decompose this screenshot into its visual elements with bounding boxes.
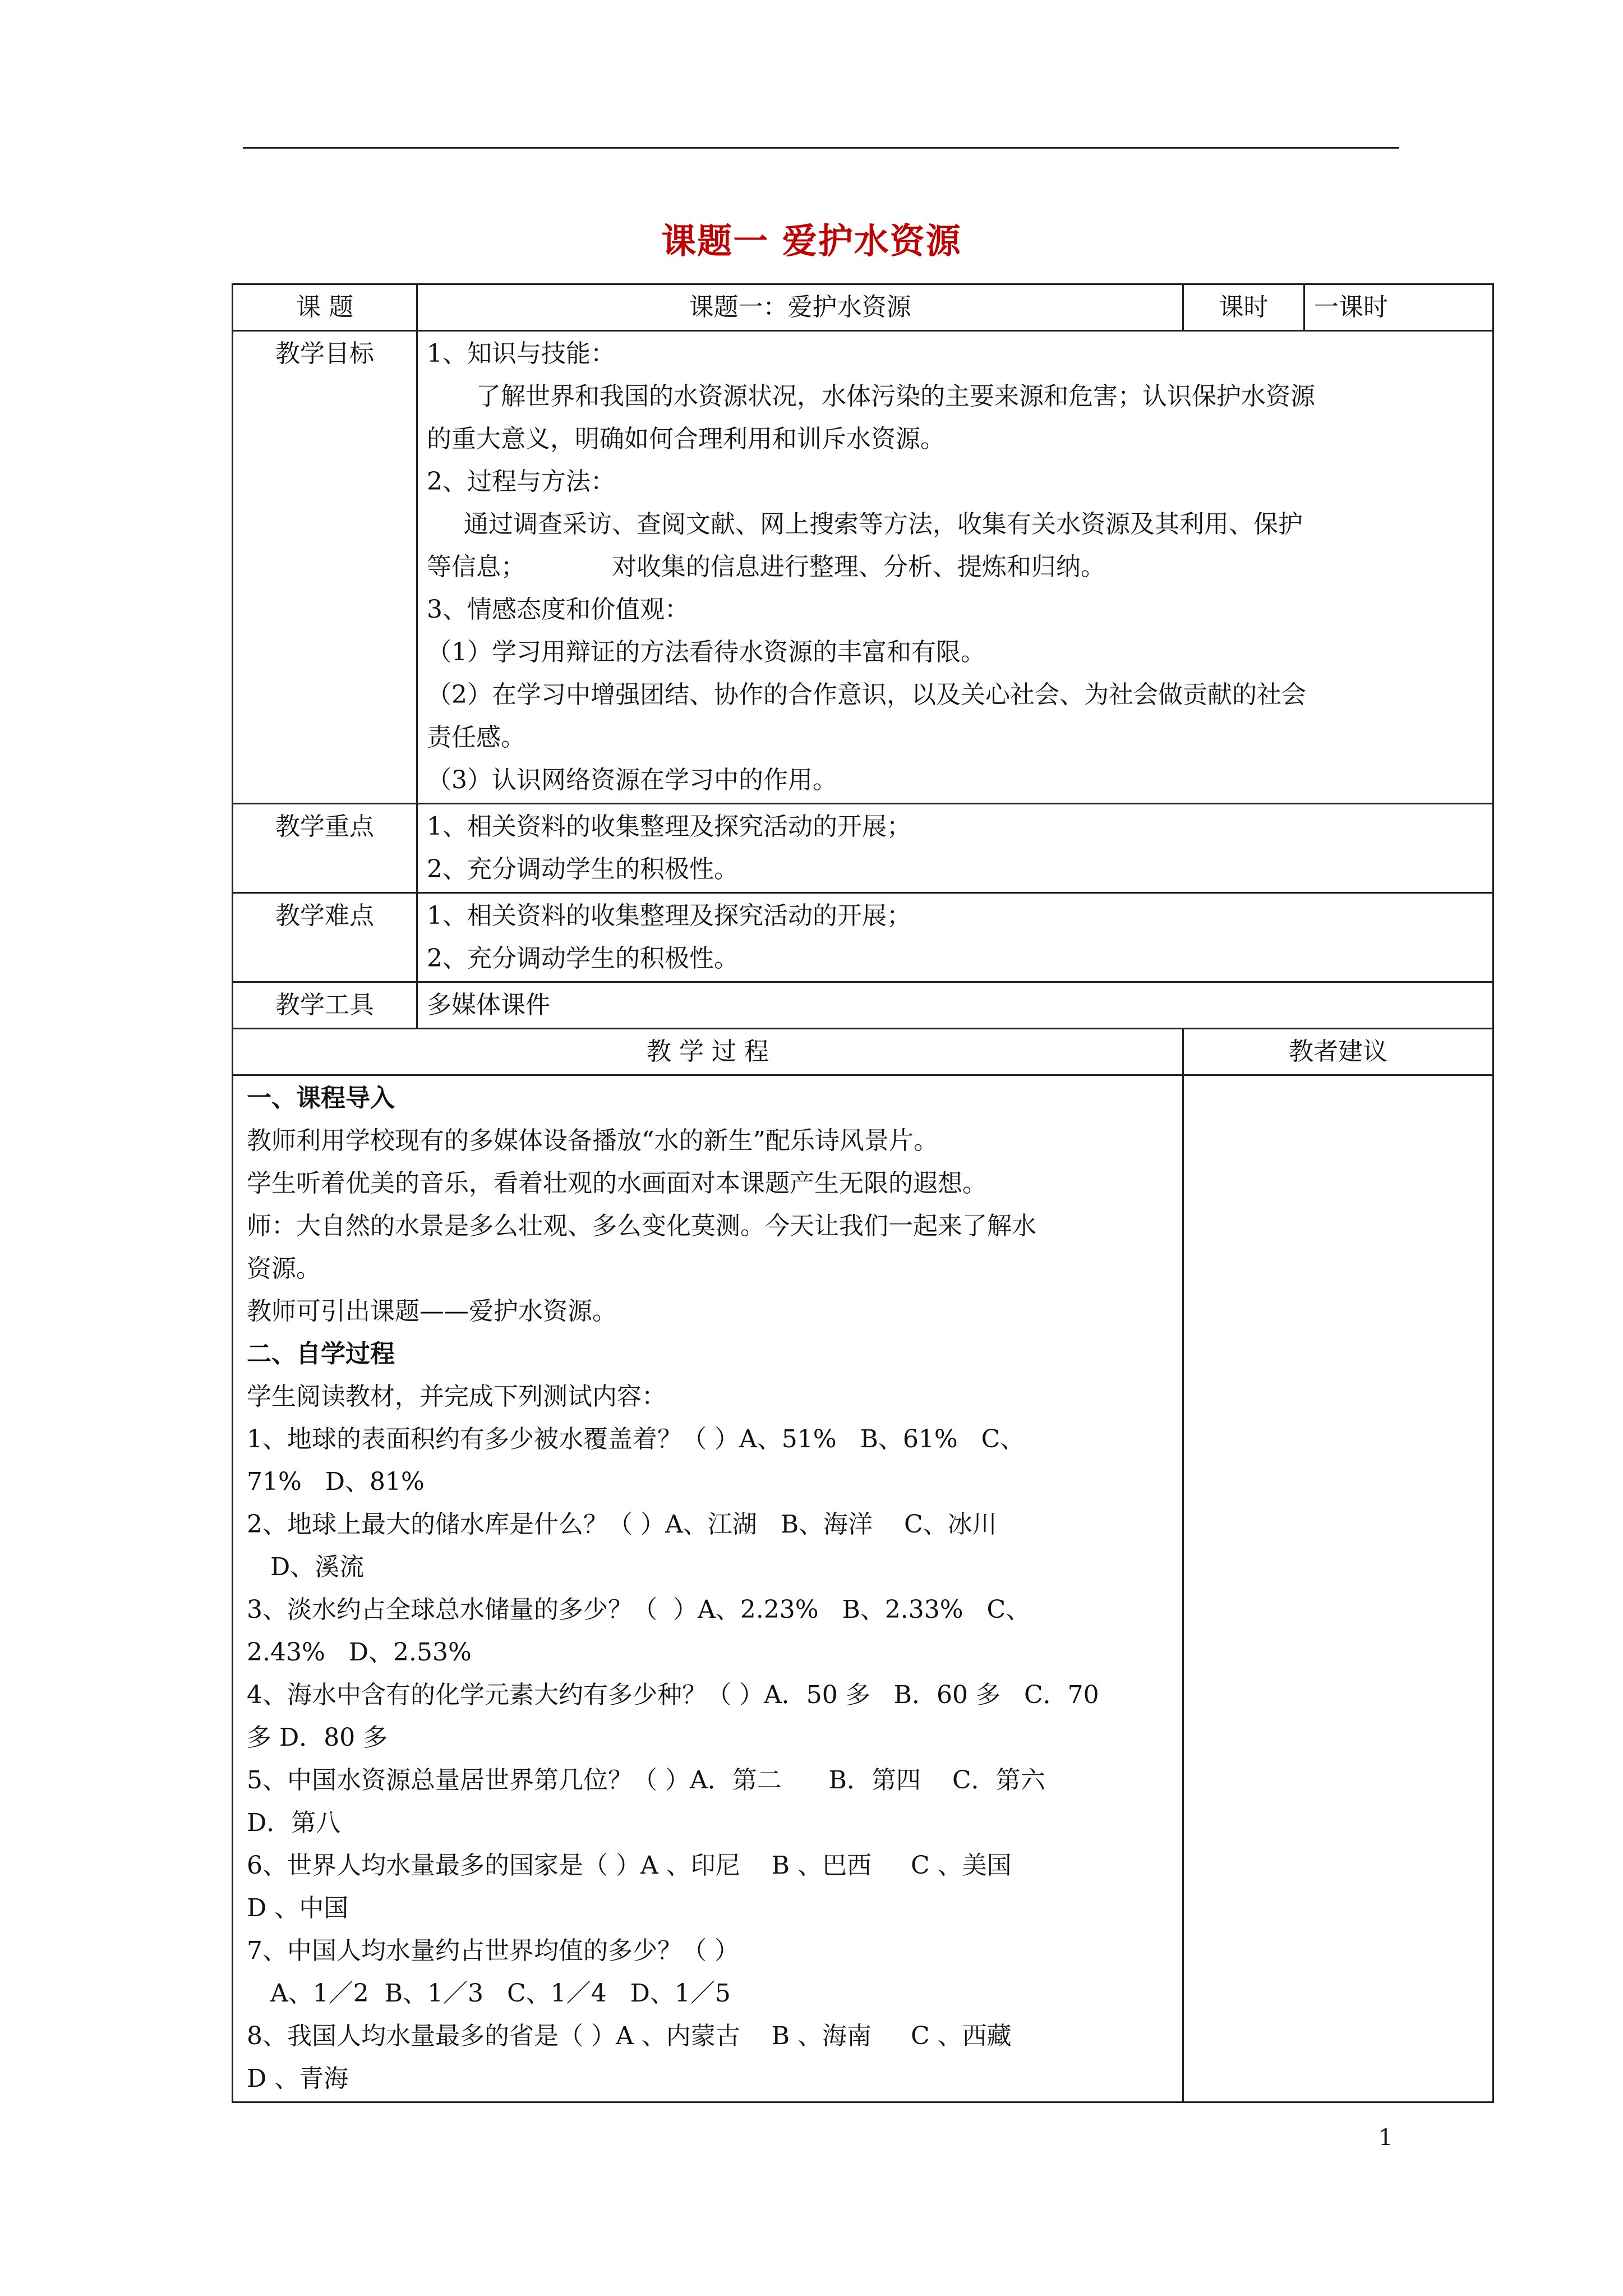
- process-line: 学生听着优美的音乐，看着壮观的水画面对本课题产生无限的遐想。: [247, 1169, 987, 1198]
- goals-line: 责任感。: [427, 723, 525, 752]
- quiz-line: 4、海水中含有的化学元素大约有多少种？（ ）A．50 多 B．60 多 C．70: [247, 1681, 1099, 1709]
- quiz-line: 2.43% D、2.53%: [247, 1638, 472, 1667]
- goals-line: 等信息； 对收集的信息进行整理、分析、提炼和归纳。: [427, 553, 1105, 581]
- quiz-line: 6、世界人均水量最多的国家是（ ）A 、印尼 B 、巴西 C 、美国: [247, 1851, 1012, 1880]
- goals-line: 了解世界和我国的水资源状况，水体污染的主要来源和危害；认识保护水资源: [476, 382, 1315, 411]
- goals-content: [417, 331, 1493, 804]
- key-points-line: 2、充分调动学生的积极性。: [427, 855, 739, 884]
- tools-row: [233, 982, 1493, 1029]
- header-rule: [243, 147, 1399, 149]
- difficulties-label: 教学难点: [233, 893, 417, 982]
- quiz-line: 7、中国人均水量约占世界均值的多少？（ ）: [247, 1936, 739, 1965]
- goals-label: 教学目标: [233, 331, 417, 804]
- lesson-plan-table: [232, 283, 1494, 2103]
- key-points-line: 1、相关资料的收集整理及探究活动的开展；: [427, 812, 911, 841]
- hours-value: 一课时: [1304, 284, 1493, 331]
- process-header: 教 学 过 程: [233, 1029, 1183, 1075]
- process-line: 教师利用学校现有的多媒体设备播放“水的新生”配乐诗风景片。: [247, 1126, 938, 1155]
- section-heading: 二、自学过程: [247, 1340, 395, 1368]
- tools-value: 多媒体课件: [417, 982, 1493, 1029]
- hours-label: 课时: [1183, 284, 1304, 331]
- process-line: 资源。: [247, 1254, 321, 1283]
- quiz-line: 5、中国水资源总量居世界第几位？（ ）A．第二 B．第四 C．第六: [247, 1766, 1045, 1795]
- process-header-row: [233, 1029, 1493, 1075]
- quiz-line: 1、地球的表面积约有多少被水覆盖着？（ ）A、51% B、61% C、: [247, 1425, 1025, 1453]
- section-heading: 一、课程导入: [247, 1084, 395, 1112]
- difficulties-row: [233, 893, 1493, 982]
- goals-line: （2）在学习中增强团结、协作的合作意识，以及关心社会、为社会做贡献的社会: [427, 680, 1306, 709]
- goals-line: 的重大意义，明确如何合理利用和训斥水资源。: [427, 425, 945, 453]
- quiz-line: 3、淡水约占全球总水储量的多少？（ ）A、2.23% B、2.33% C、: [247, 1595, 1031, 1624]
- goals-line: 2、过程与方法：: [427, 467, 615, 496]
- quiz-line: D．第八: [247, 1809, 341, 1837]
- process-row: [233, 1075, 1493, 2102]
- goals-line: （1）学习用辩证的方法看待水资源的丰富和有限。: [427, 638, 985, 666]
- quiz-line: 71% D、81%: [247, 1467, 425, 1496]
- key-points-content: [417, 804, 1493, 893]
- process-content: [233, 1075, 1183, 2102]
- document-title: 课题一 爱护水资源: [661, 220, 962, 261]
- goals-row: [233, 331, 1493, 804]
- topic-row: [233, 284, 1493, 331]
- advice-content: [1183, 1075, 1493, 2102]
- page-number: 1: [1378, 2125, 1393, 2151]
- quiz-line: 8、我国人均水量最多的省是（ ）A 、内蒙古 B 、海南 C 、西藏: [247, 2022, 1012, 2050]
- difficulties-line: 2、充分调动学生的积极性。: [427, 944, 739, 973]
- process-line: 学生阅读教材，并完成下列测试内容：: [247, 1382, 666, 1411]
- goals-line: 3、情感态度和价值观：: [427, 595, 689, 624]
- quiz-line: A、1／2 B、1／3 C、1／4 D、1／5: [247, 1979, 731, 2008]
- tools-label: 教学工具: [233, 982, 417, 1029]
- goals-line: 1、知识与技能：: [427, 339, 615, 368]
- goals-line: （3）认识网络资源在学习中的作用。: [427, 766, 837, 794]
- quiz-line: 多 D．80 多: [247, 1723, 388, 1752]
- process-line: 教师可引出课题——爱护水资源。: [247, 1297, 617, 1326]
- process-line: 师：大自然的水景是多么壮观、多么变化莫测。今天让我们一起来了解水: [247, 1212, 1036, 1240]
- difficulties-line: 1、相关资料的收集整理及探究活动的开展；: [427, 901, 911, 930]
- quiz-line: 2、地球上最大的储水库是什么？（ ）A、江湖 B、海洋 C、冰川: [247, 1510, 997, 1539]
- quiz-line: D、溪流: [247, 1553, 365, 1581]
- quiz-line: D 、中国: [247, 1894, 349, 1922]
- topic-label: 课 题: [233, 284, 417, 331]
- topic-value: 课题一：爱护水资源: [417, 284, 1183, 331]
- goals-line: 通过调查采访、查阅文献、网上搜索等方法，收集有关水资源及其利用、保护: [464, 510, 1303, 539]
- key-points-row: [233, 804, 1493, 893]
- key-points-label: 教学重点: [233, 804, 417, 893]
- difficulties-content: [417, 893, 1493, 982]
- quiz-line: D 、青海: [247, 2064, 349, 2093]
- advice-header: 教者建议: [1183, 1029, 1493, 1075]
